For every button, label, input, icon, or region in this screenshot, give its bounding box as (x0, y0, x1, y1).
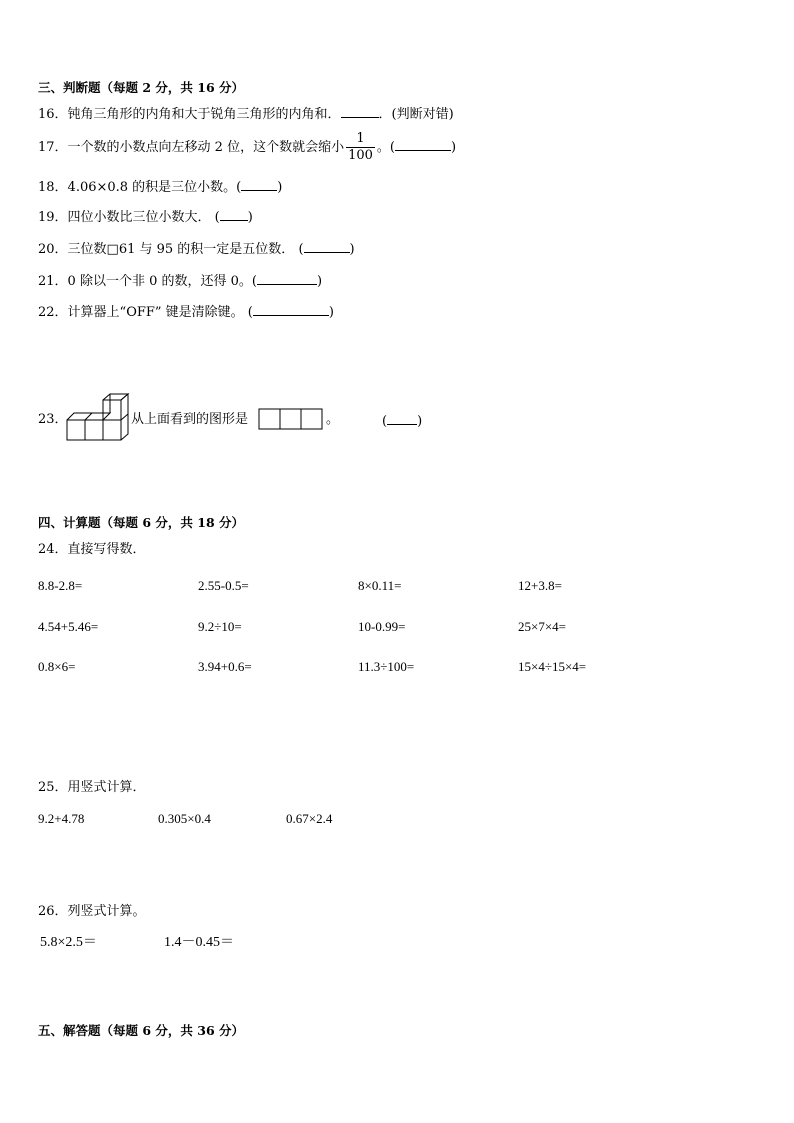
q21-answer-blank[interactable] (257, 272, 317, 285)
section-3-title: 三、判断题（每题 2 分，共 16 分） (38, 80, 245, 95)
q22-text: 22．计算器上“OFF” 键是清除键。 ( (38, 305, 253, 320)
q23-close: ) (417, 414, 423, 429)
vertical-calc-item: 1.4－0.45＝ (164, 935, 234, 950)
question-17 (38, 130, 456, 166)
fraction-numerator: 1 (346, 131, 375, 148)
q18-answer-blank[interactable] (241, 178, 277, 191)
calc-item: 3.94+0.6= (198, 659, 252, 674)
question-23-answer (382, 412, 422, 430)
q16-answer-blank[interactable] (341, 105, 379, 118)
fraction-denominator: 100 (348, 148, 373, 163)
q23-answer-blank[interactable] (387, 412, 417, 425)
q16-tail: ．(判断对错) (378, 107, 454, 122)
vertical-calc-item: 5.8×2.5＝ (40, 935, 97, 950)
q23-number: 23． (38, 412, 68, 427)
calc-item: 12+3.8= (518, 578, 562, 593)
q17-text: 17．一个数的小数点向左移动 2 位，这个数就会缩小 (38, 140, 345, 155)
q20-answer-blank[interactable] (304, 240, 350, 253)
q25-title: 25．用竖式计算． (38, 780, 146, 795)
q17-answer-blank[interactable] (395, 138, 451, 151)
calc-item: 8×0.11= (358, 578, 402, 593)
q24-title: 24．直接写得数． (38, 542, 146, 557)
q22-close: ) (328, 305, 334, 320)
q20-text: 20．三位数□61 与 95 的积一定是五位数． ( (38, 242, 304, 257)
q17-close: ) (450, 140, 457, 155)
cube-stack-figure (66, 393, 132, 443)
calc-item: 4.54+5.46= (38, 619, 99, 634)
q20-close: ) (349, 242, 355, 257)
question-22 (38, 303, 334, 321)
question-18 (38, 178, 282, 196)
q23-text: 从上面看到的图形是 (131, 412, 249, 427)
section-4-title: 四、计算题（每题 6 分，共 18 分） (38, 515, 245, 530)
question-20 (38, 240, 355, 258)
fraction-one-hundredth (346, 131, 375, 164)
calc-item: 10-0.99= (358, 619, 406, 634)
q21-text: 21．0 除以一个非 0 的数，还得 0。( (38, 274, 257, 289)
vertical-calc-item: 0.67×2.4 (286, 811, 333, 826)
calc-item: 15×4÷15×4= (518, 659, 587, 674)
vertical-calc-item: 9.2+4.78 (38, 811, 85, 826)
calc-item: 0.8×6= (38, 659, 76, 674)
question-19 (38, 208, 253, 226)
calc-item: 9.2÷10= (198, 619, 242, 634)
top-view-squares-figure (258, 408, 324, 430)
question-21 (38, 272, 322, 290)
q19-text: 19．四位小数比三位小数大． ( (38, 210, 220, 225)
calc-item: 11.3÷100= (358, 659, 415, 674)
q23-period: 。 (326, 412, 340, 427)
q19-answer-blank[interactable] (220, 208, 248, 221)
q22-answer-blank[interactable] (253, 303, 329, 316)
q17-post: 。( (376, 140, 395, 155)
q21-close: ) (316, 274, 323, 289)
q16-text: 16．钝角三角形的内角和大于锐角三角形的内角和． (38, 107, 341, 122)
question-16 (38, 105, 454, 123)
q23-open: ( (382, 414, 388, 429)
q18-close: ) (277, 180, 283, 195)
q26-title: 26．列竖式计算。 (38, 904, 146, 919)
q19-close: ) (247, 210, 253, 225)
calc-item: 25×7×4= (518, 619, 566, 634)
calc-item: 8.8-2.8= (38, 578, 83, 593)
section-5-title: 五、解答题（每题 6 分，共 36 分） (38, 1023, 245, 1038)
vertical-calc-item: 0.305×0.4 (158, 811, 211, 826)
calc-item: 2.55-0.5= (198, 578, 249, 593)
q18-text: 18．4.06×0.8 的积是三位小数。( (38, 180, 242, 195)
